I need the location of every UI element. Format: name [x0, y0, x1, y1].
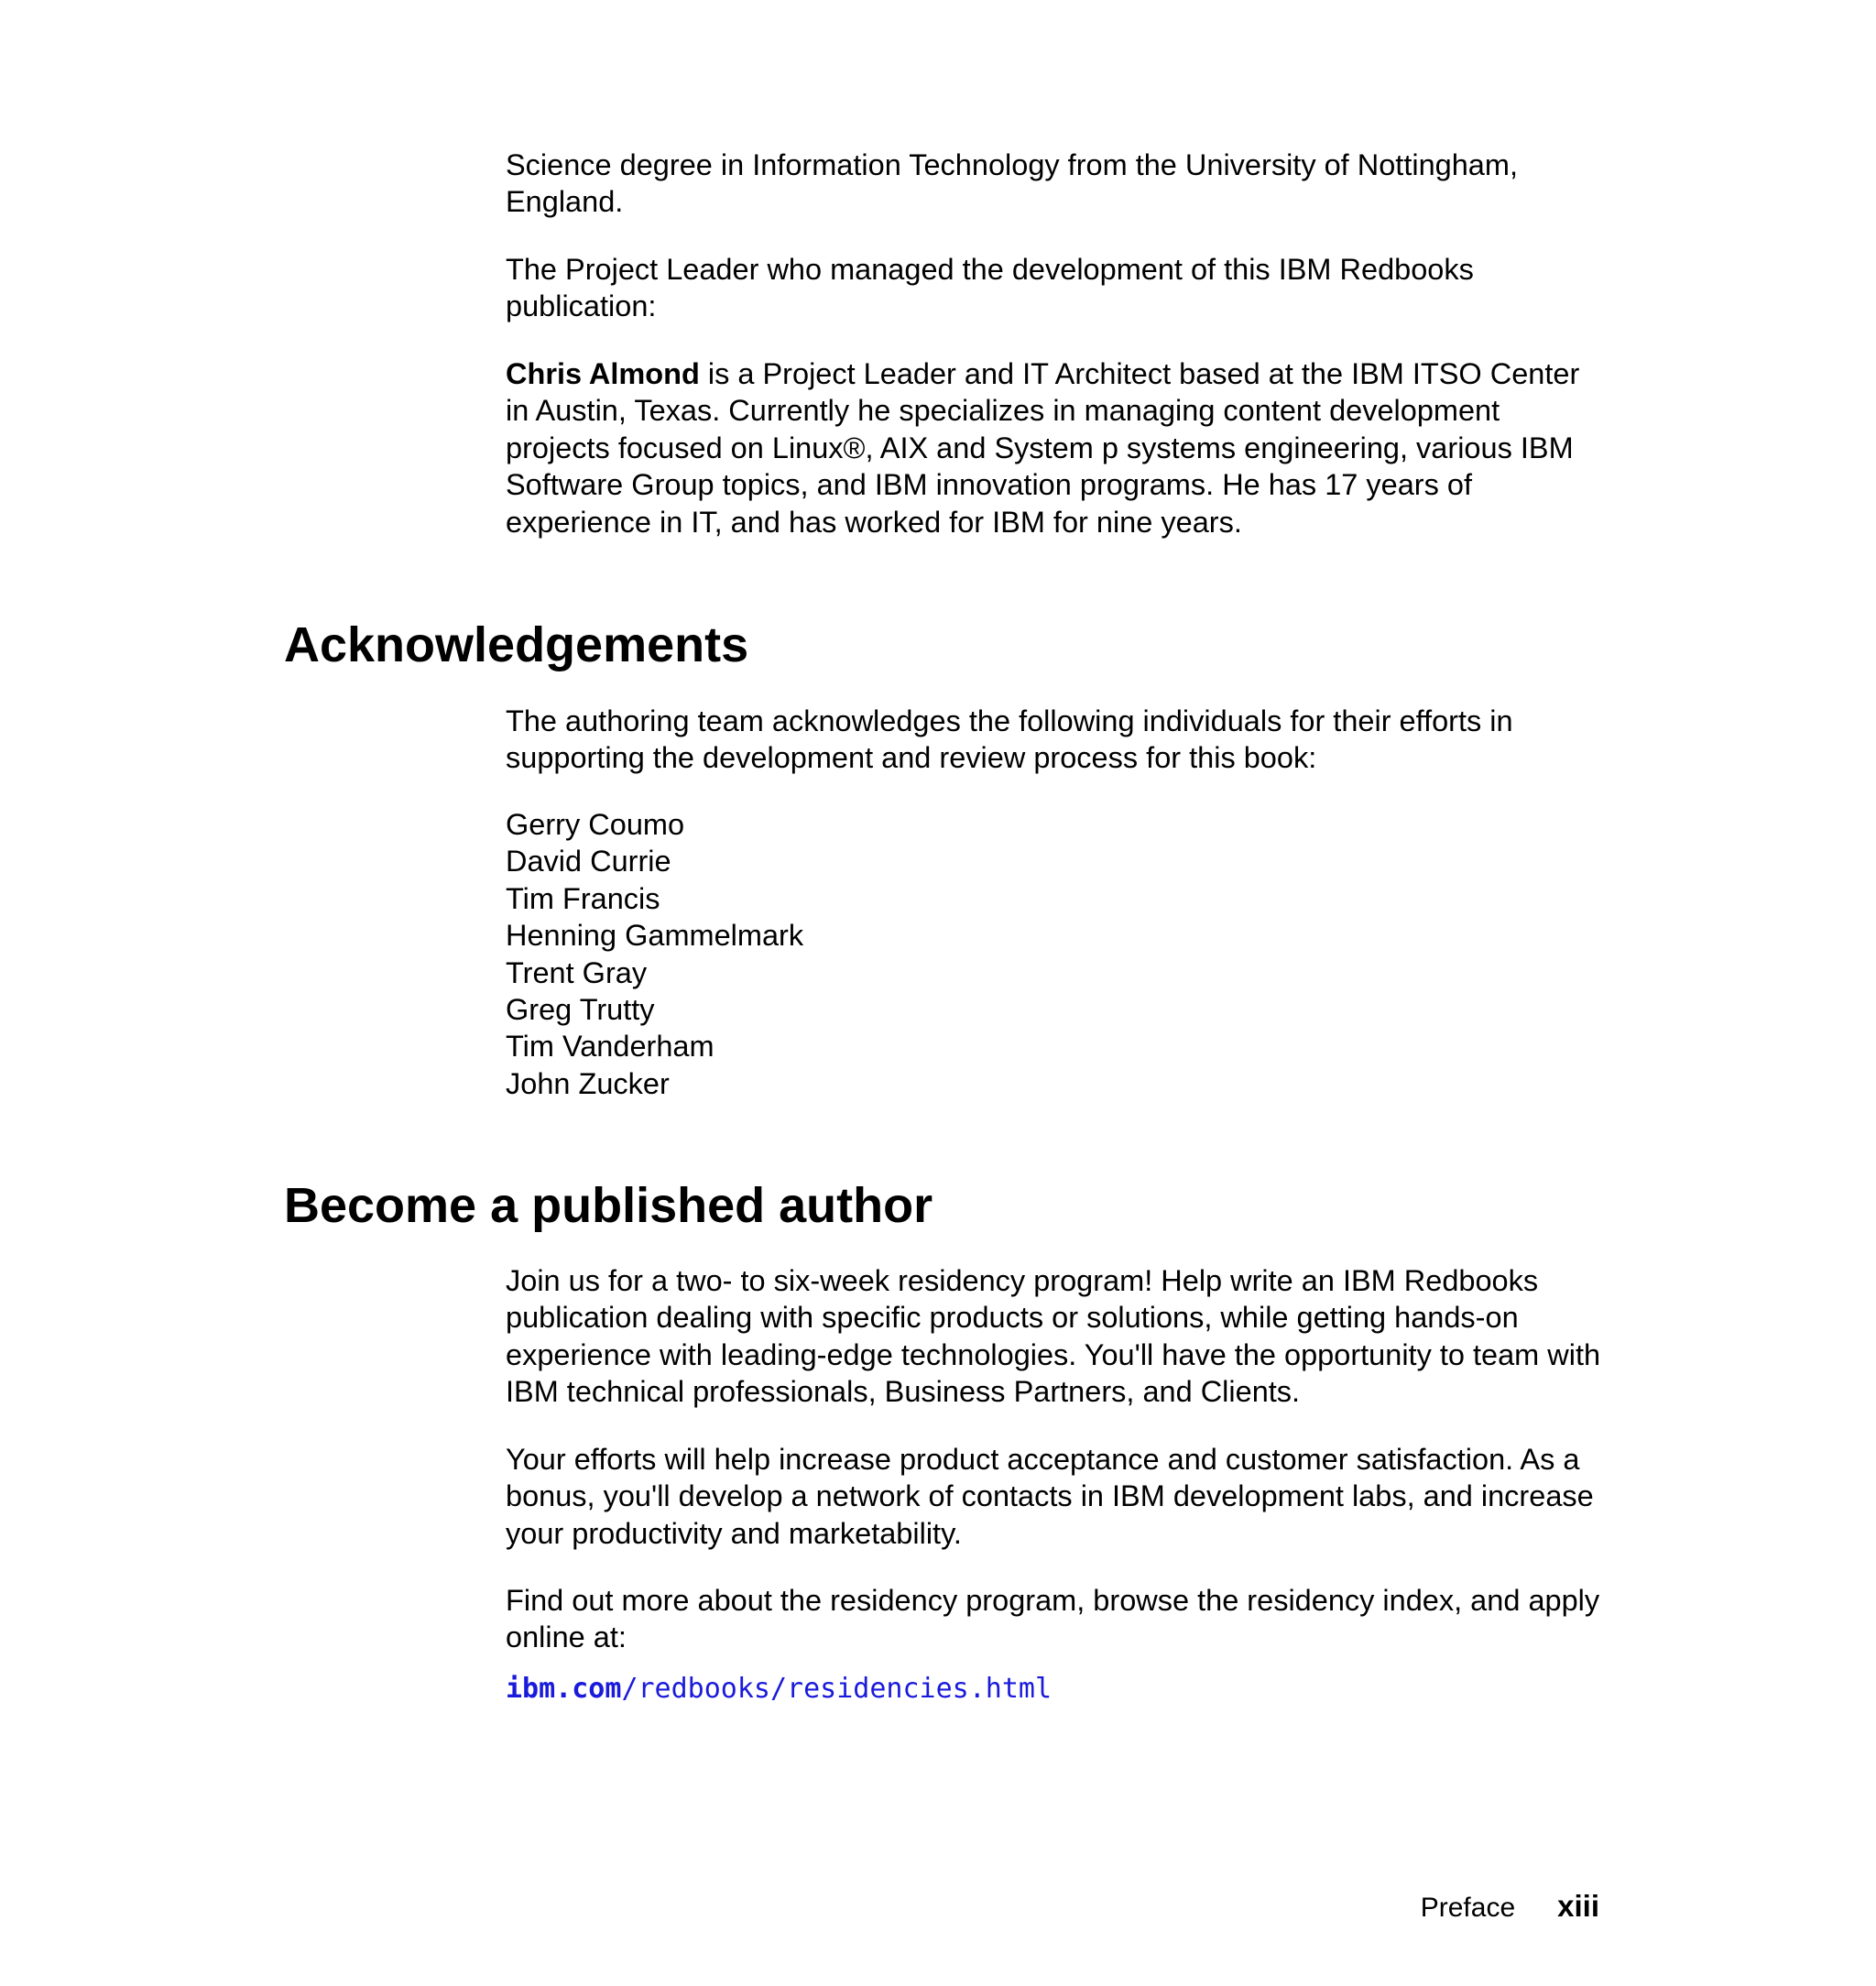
become-author-para1-block [506, 1262, 1605, 1411]
project-leader-bio-block [506, 355, 1605, 540]
project-leader-name: Chris Almond [506, 357, 700, 390]
become-author-para2-block [506, 1441, 1605, 1552]
list-item: Henning Gammelmark [506, 919, 804, 953]
become-author-paragraph-3: Find out more about the residency program, browse the residency index, and apply online at: [506, 1584, 1600, 1654]
acknowledgements-intro-paragraph: The authoring team acknowledges the following individuals for their efforts in supporting the development and review process for this book: [506, 704, 1513, 775]
list-item: David Currie [506, 845, 671, 878]
bio-continuation [506, 147, 1605, 221]
acknowledgements-name-list [506, 806, 1605, 1102]
acknowledgements-names-block [506, 806, 1605, 1102]
become-author-paragraph-1: Join us for a two- to six-week residency program! Help write an IBM Redbooks publication dealing with specific products or solutions, while getting hands-on experience with leading-edge technologies. You'll have the opportunity to team with IBM technical professionals, Business Partners, and Clients. [506, 1264, 1601, 1409]
footer-page-number: xiii [1557, 1889, 1599, 1923]
become-author-paragraph-2: Your efforts will help increase product acceptance and customer satisfaction. As a bonus, you'll develop a network of contacts in IBM development labs, and increase your productivity and marketability. [506, 1443, 1594, 1550]
list-item: Greg Trutty [506, 993, 655, 1027]
list-item: Tim Francis [506, 881, 660, 915]
project-leader-intro-block [506, 251, 1605, 325]
list-item: Tim Vanderham [506, 1030, 714, 1064]
residency-link-block [506, 1671, 1605, 1708]
project-leader-bio-paragraph [506, 355, 1605, 540]
residency-link[interactable] [506, 1673, 1052, 1705]
project-leader-intro-paragraph: The Project Leader who managed the development of this IBM Redbooks publication: [506, 253, 1474, 323]
list-item: Gerry Coumo [506, 808, 685, 841]
footer-section-title: Preface [1420, 1893, 1516, 1923]
acknowledgements-intro-block [506, 703, 1605, 777]
list-item: Trent Gray [506, 955, 648, 989]
acknowledgements-heading: Acknowledgements [284, 617, 749, 672]
residency-link-host: ibm.com [506, 1673, 622, 1705]
become-author-para3-block [506, 1582, 1605, 1656]
bio-end-paragraph: Science degree in Information Technology from the University of Nottingham, England. [506, 148, 1518, 219]
list-item: John Zucker [506, 1066, 670, 1100]
page-footer [1421, 1888, 1599, 1926]
project-leader-bio-text: is a Project Leader and IT Architect based at the IBM ITSO Center in Austin, Texas. Currently he specializes in managing content development projects focused on Linux®, AIX and System p systems engineering, various IBM Software Group topics, and IBM innovation programs. He has 17 years of experience in IT, and has worked for IBM for nine years. [506, 357, 1580, 539]
residency-link-path: /redbooks/residencies.html [621, 1673, 1053, 1705]
become-author-heading: Become a published author [284, 1178, 933, 1233]
